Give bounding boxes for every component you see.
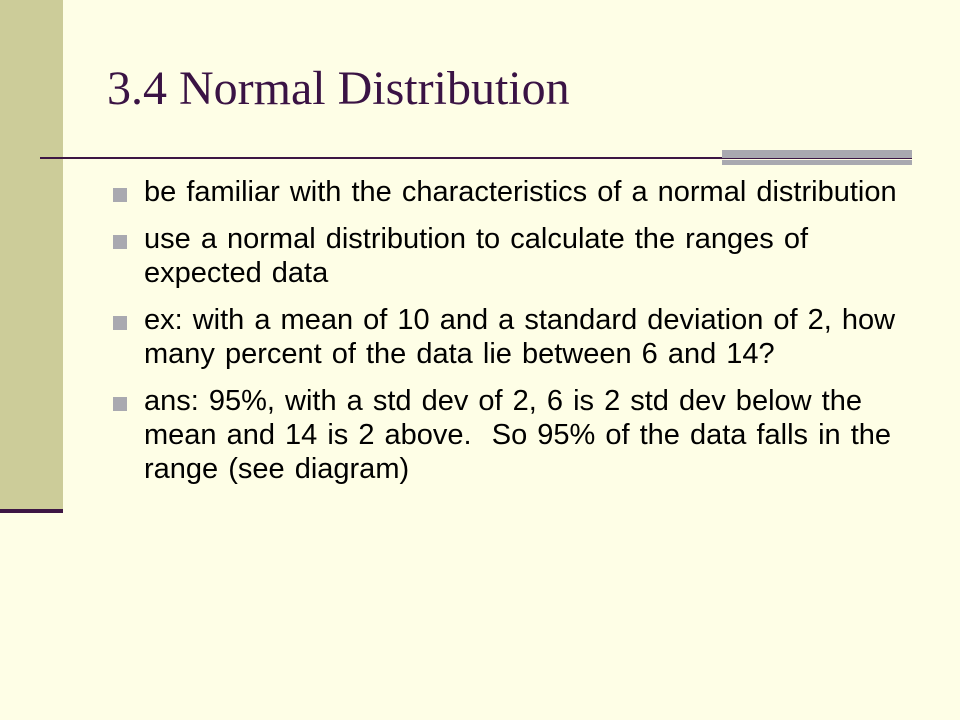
square-bullet-icon	[113, 316, 127, 330]
left-decorative-band	[0, 0, 63, 510]
bullet-item	[113, 384, 903, 486]
bullet-item	[113, 303, 903, 371]
square-bullet-icon	[113, 397, 127, 411]
title-rule-accent-bar	[722, 150, 912, 158]
left-band-accent-line	[0, 509, 63, 513]
bullet-item	[113, 222, 903, 290]
bullet-list	[113, 175, 903, 499]
bullet-text: use a normal distribution to calculate the ranges of expected data	[144, 223, 809, 289]
bullet-text: be familiar with the characteristics of a normal distribution	[144, 176, 897, 208]
bullet-item	[113, 175, 903, 209]
square-bullet-icon	[113, 235, 127, 249]
title-rule-accent-bar-lower	[722, 160, 912, 165]
square-bullet-icon	[113, 188, 127, 202]
bullet-text: ans: 95%, with a std dev of 2, 6 is 2 std dev below the mean and 14 is 2 above. So 95% of the data falls in the range (see diagram)	[144, 385, 902, 485]
bullet-text: ex: with a mean of 10 and a standard deviation of 2, how many percent of the data lie between 6 and 14?	[144, 304, 896, 370]
slide-title: 3.4 Normal Distribution	[107, 62, 570, 115]
